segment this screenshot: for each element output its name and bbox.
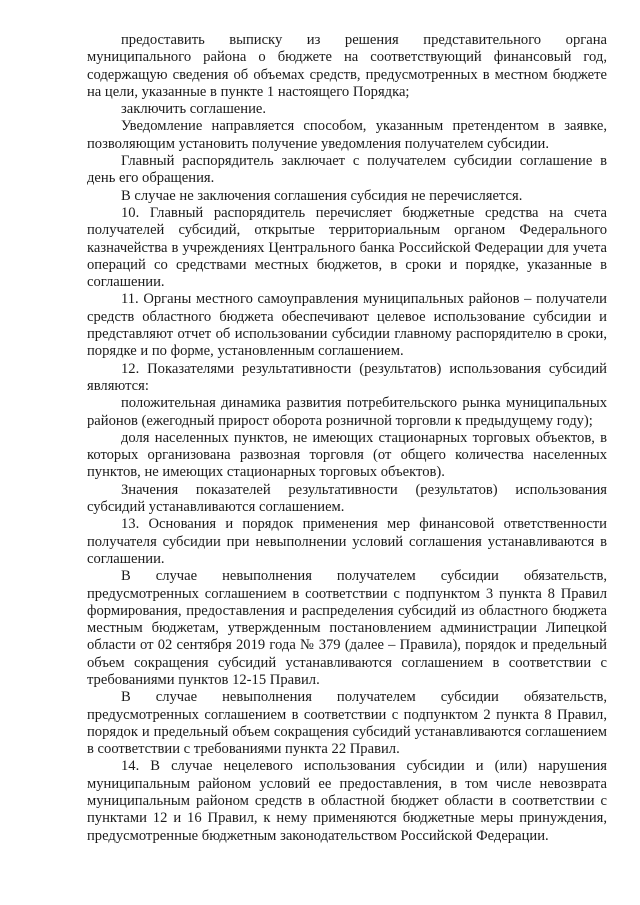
paragraph-notification-method: Уведомление направляется способом, указанным претендентом в заявке, позволяющим установить получение уведомления получателем субсидии.: [87, 118, 607, 152]
paragraph-item-11: 11. Органы местного самоуправления муниципальных районов – получатели средств областного бюджета обеспечивают целевое использование субсидии и представляют отчет об использовании субсидии главному распорядителю в сроки, порядке и по форме, установленным соглашением.: [87, 291, 607, 360]
paragraph-item-10: 10. Главный распорядитель перечисляет бюджетные средства на счета получателей субсидий, открытые территориальным органом Федерального казначейства в учреждениях Центрального банка Российской Федерации для учета операций со средствами местных бюджетов, в сроки и порядке, указанные в соглашении.: [87, 204, 607, 291]
paragraph-extract-requirement: предоставить выписку из решения представительного органа муниципального района о бюджете на соответствующий финансовый год, содержащую сведения об объемах средств, предусмотренных в местном бюджете на цели, указанные в пункте 1 настоящего Порядка;: [87, 32, 607, 100]
paragraph-indicator-settlements: доля населенных пунктов, не имеющих стационарных торговых объектов, в которых организована развозная торговля (от общего количества населенных пунктов, не имеющих стационарных торговых объектов).: [87, 429, 607, 481]
paragraph-agreement-day: Главный распорядитель заключает с получателем субсидии соглашение в день его обращения.: [87, 153, 607, 187]
paragraph-sign-agreement: заключить соглашение.: [121, 101, 267, 118]
paragraph-case-subpoint-2: В случае невыполнения получателем субсидии обязательств, предусмотренных соглашением в соответствии с подпунктом 2 пункта 8 Правил, порядок и предельный объем сокращения субсидий устанавливаются соглашением в соответствии с требованиями пункта 22 Правил.: [87, 689, 607, 758]
paragraph-item-14: 14. В случае нецелевого использования субсидии и (или) нарушения муниципальным районом условий ее предоставления, в том числе невозврата муниципальным районом средств в областной бюджет области в соответствии с пунктами 12 и 16 Правил, к нему применяются бюджетные меры принуждения, предусмотренные бюджетным законодательством Российской Федерации.: [87, 758, 607, 844]
paragraph-indicator-dynamics: положительная динамика развития потребительского рынка муниципальных районов (ежегодный прирост оборота розничной торговли к предыдущему году);: [87, 395, 607, 429]
paragraph-no-agreement: В случае не заключения соглашения субсидия не перечисляется.: [121, 187, 523, 204]
paragraph-item-13: 13. Основания и порядок применения мер финансовой ответственности получателя субсидии при невыполнении условий соглашения устанавливаются в соглашении.: [87, 516, 607, 567]
document-page: [87, 32, 607, 845]
paragraph-item-12: 12. Показателями результативности (результатов) использования субсидий являются:: [87, 360, 607, 394]
paragraph-indicator-values: Значения показателей результативности (результатов) использования субсидий устанавливаются соглашением.: [87, 481, 607, 516]
paragraph-case-subpoint-3: В случае невыполнения получателем субсидии обязательств, предусмотренных соглашением в соответствии с подпунктом 3 пункта 8 Правил формирования, предоставления и распределения субсидий из областного бюджета местным бюджетам, утвержденным постановлением администрации Липецкой области от 02 сентября 2019 года № 379 (далее – Правила), порядок и предельный объем сокращения субсидий устанавливаются соглашением в соответствии с требованиями пунктов 12-15 Правил.: [87, 568, 607, 688]
